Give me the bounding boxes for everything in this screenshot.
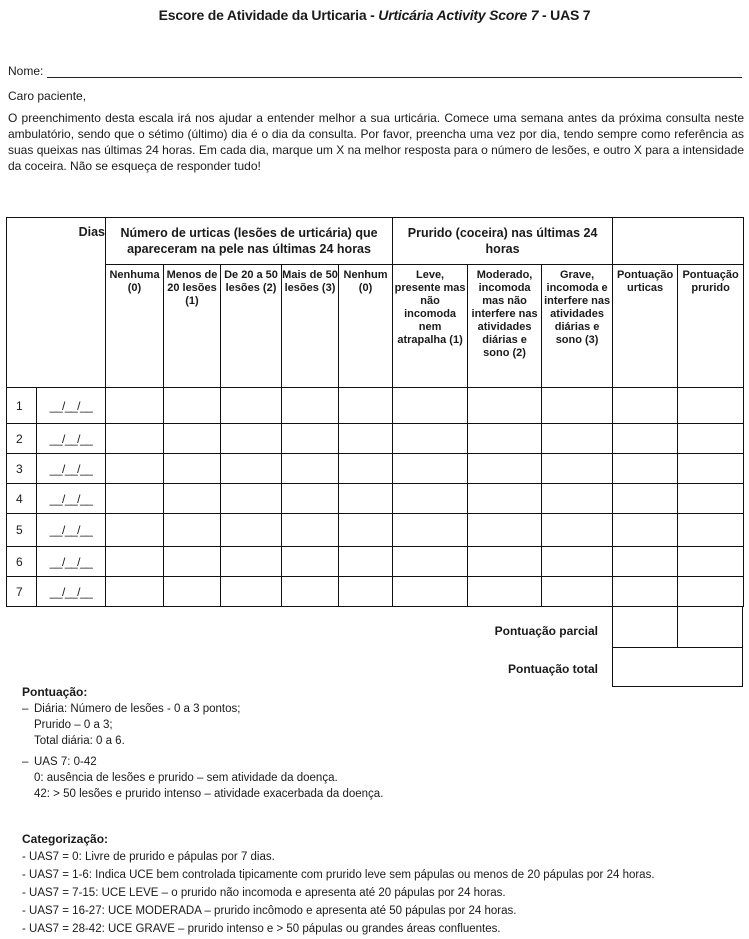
cell-lesions-less-20[interactable] [164, 547, 221, 577]
category-item: - UAS7 = 28-42: UCE GRAVE – prurido intenso e > 50 pápulas ou grandes áreas confluentes. [22, 923, 501, 935]
category-item: - UAS7 = 16-27: UCE MODERADA – prurido incômodo e apresenta até 50 pápulas por 24 horas. [22, 905, 517, 917]
cell-pruritus-none[interactable] [339, 388, 393, 424]
cell-pruritus-none[interactable] [339, 424, 393, 454]
cell-lesions-less-20[interactable] [164, 577, 221, 607]
cell-score-urticas[interactable] [613, 514, 678, 547]
score-summary-boxes [612, 607, 743, 687]
table-row-day-7 [7, 577, 744, 607]
cell-score-pruritus[interactable] [678, 424, 744, 454]
date-field[interactable]: __/__/__ [37, 454, 106, 484]
day-number: 5 [7, 514, 37, 547]
cell-score-pruritus[interactable] [678, 388, 744, 424]
uas7-table [6, 217, 744, 607]
cell-lesions-20-50[interactable] [221, 424, 282, 454]
table-row-day-2 [7, 424, 744, 454]
days-header: Dias [7, 218, 106, 388]
title-part3: - UAS 7 [538, 7, 591, 23]
cell-pruritus-none[interactable] [339, 577, 393, 607]
cell-score-pruritus[interactable] [678, 514, 744, 547]
partial-score-row [612, 607, 743, 648]
cell-lesions-20-50[interactable] [221, 547, 282, 577]
pruritus-group-header: Prurido (coceira) nas últimas 24 horas [393, 218, 613, 265]
cell-pruritus-moderate[interactable] [468, 424, 542, 454]
cell-pruritus-moderate[interactable] [468, 547, 542, 577]
cell-pruritus-none[interactable] [339, 454, 393, 484]
dash: – [22, 703, 29, 715]
date-field[interactable]: __/__/__ [37, 577, 106, 607]
cell-lesions-less-20[interactable] [164, 484, 221, 514]
category-item: - UAS7 = 7-15: UCE LEVE – o prurido não incomoda e apresenta até 20 pápulas por 24 horas. [22, 887, 506, 899]
day-number: 4 [7, 484, 37, 514]
day-number: 3 [7, 454, 37, 484]
col-header-lesions-more-50: Mais de 50 lesões (3) [282, 265, 339, 388]
cell-score-urticas[interactable] [613, 547, 678, 577]
lesions-group-header: Número de urticas (lesões de urticária) que apareceram na pele nas últimas 24 horas [106, 218, 393, 265]
categorization-section [22, 830, 655, 938]
name-input-line[interactable] [47, 68, 742, 78]
cell-pruritus-severe[interactable] [542, 547, 613, 577]
cell-pruritus-mild[interactable] [393, 424, 468, 454]
title-part1: Escore de Atividade da Urticaria - [158, 7, 379, 23]
category-item: - UAS7 = 0: Livre de prurido e pápulas por 7 dias. [22, 851, 275, 863]
cell-lesions-more-50[interactable] [282, 514, 339, 547]
score-group-header [613, 218, 744, 265]
cell-score-urticas[interactable] [613, 577, 678, 607]
name-label: Nome: [8, 64, 44, 78]
title-part2: Urticária Activity Score 7 [378, 7, 539, 23]
cell-pruritus-moderate[interactable] [468, 388, 542, 424]
date-field[interactable]: __/__/__ [37, 547, 106, 577]
scoring-item-uas7 [22, 754, 383, 802]
table-row-day-1 [7, 388, 744, 424]
col-header-pruritus-severe: Grave, incomoda e interfere nas atividades diárias e sono (3) [542, 265, 613, 388]
scoring-line: 42: > 50 lesões e prurido intenso – atividade exacerbada da doença. [34, 788, 384, 800]
cell-pruritus-severe[interactable] [542, 454, 613, 484]
scoring-line: UAS 7: 0-42 [34, 756, 97, 768]
cell-pruritus-severe[interactable] [542, 514, 613, 547]
cell-pruritus-severe[interactable] [542, 484, 613, 514]
cell-lesions-less-20[interactable] [164, 424, 221, 454]
cell-score-pruritus[interactable] [678, 454, 744, 484]
cell-lesions-none[interactable] [106, 424, 164, 454]
table-row-day-3 [7, 454, 744, 484]
cell-lesions-less-20[interactable] [164, 514, 221, 547]
table-row-day-5 [7, 514, 744, 547]
cell-score-pruritus[interactable] [678, 547, 744, 577]
cell-pruritus-mild[interactable] [393, 577, 468, 607]
col-header-lesions-20-50: De 20 a 50 lesões (2) [221, 265, 282, 388]
categorization-heading: Categorização: [22, 832, 109, 846]
cell-pruritus-mild[interactable] [393, 484, 468, 514]
cell-score-pruritus[interactable] [678, 577, 744, 607]
day-number: 7 [7, 577, 37, 607]
cell-lesions-20-50[interactable] [221, 484, 282, 514]
table-row-day-4 [7, 484, 744, 514]
cell-lesions-more-50[interactable] [282, 547, 339, 577]
col-header-pruritus-moderate: Moderado, incomoda mas não interfere nas atividades diárias e sono (2) [468, 265, 542, 388]
col-header-score-pruritus: Pontuação prurido [678, 265, 744, 388]
table-row-day-6 [7, 547, 744, 577]
cell-lesions-less-20[interactable] [164, 388, 221, 424]
scoring-heading: Pontuação: [22, 685, 88, 699]
scoring-line: 0: ausência de lesões e prurido – sem atividade da doença. [34, 772, 338, 784]
date-field[interactable]: __/__/__ [37, 388, 106, 424]
cell-lesions-20-50[interactable] [221, 577, 282, 607]
cell-score-urticas[interactable] [613, 454, 678, 484]
cell-score-pruritus[interactable] [678, 484, 744, 514]
cell-lesions-none[interactable] [106, 388, 164, 424]
scoring-line: Diária: Número de lesões - 0 a 3 pontos; [34, 703, 241, 715]
cell-score-urticas[interactable] [613, 388, 678, 424]
greeting: Caro paciente, [8, 89, 87, 103]
col-header-lesions-less-20: Menos de 20 lesões (1) [164, 265, 221, 388]
cell-pruritus-none[interactable] [339, 547, 393, 577]
name-row [8, 64, 742, 78]
cell-pruritus-severe[interactable] [542, 424, 613, 454]
cell-lesions-none[interactable] [106, 454, 164, 484]
cell-pruritus-severe[interactable] [542, 388, 613, 424]
cell-pruritus-moderate[interactable] [468, 577, 542, 607]
partial-score-urticas-field[interactable] [613, 607, 677, 647]
cell-pruritus-moderate[interactable] [468, 514, 542, 547]
scoring-section [22, 684, 383, 802]
scoring-line: Total diária: 0 a 6. [34, 735, 125, 747]
cell-lesions-none[interactable] [106, 484, 164, 514]
cell-pruritus-mild[interactable] [393, 514, 468, 547]
cell-pruritus-moderate[interactable] [468, 454, 542, 484]
total-score-field[interactable] [612, 648, 743, 687]
cell-lesions-less-20[interactable] [164, 454, 221, 484]
cell-lesions-more-50[interactable] [282, 424, 339, 454]
page-title [0, 7, 749, 23]
date-field[interactable]: __/__/__ [37, 484, 106, 514]
date-field[interactable]: __/__/__ [37, 514, 106, 547]
cell-lesions-20-50[interactable] [221, 388, 282, 424]
cell-pruritus-mild[interactable] [393, 388, 468, 424]
cell-lesions-none[interactable] [106, 514, 164, 547]
col-header-score-urticas: Pontuação urticas [613, 265, 678, 388]
date-field[interactable]: __/__/__ [37, 424, 106, 454]
day-number: 6 [7, 547, 37, 577]
cell-pruritus-moderate[interactable] [468, 484, 542, 514]
cell-lesions-more-50[interactable] [282, 577, 339, 607]
scoring-item-daily [22, 701, 383, 749]
day-number: 1 [7, 388, 37, 424]
cell-lesions-20-50[interactable] [221, 454, 282, 484]
cell-pruritus-none[interactable] [339, 514, 393, 547]
cell-score-urticas[interactable] [613, 484, 678, 514]
cell-lesions-more-50[interactable] [282, 484, 339, 514]
cell-lesions-more-50[interactable] [282, 454, 339, 484]
cell-lesions-more-50[interactable] [282, 388, 339, 424]
cell-score-urticas[interactable] [613, 424, 678, 454]
day-number: 2 [7, 424, 37, 454]
scoring-line: Prurido – 0 a 3; [34, 719, 113, 731]
partial-score-pruritus-field[interactable] [677, 607, 742, 647]
partial-score-label: Pontuação parcial [494, 624, 598, 638]
col-header-pruritus-none: Nenhum (0) [339, 265, 393, 388]
cell-lesions-none[interactable] [106, 577, 164, 607]
category-item: - UAS7 = 1-6: Indica UCE bem controlada tipicamente com prurido leve sem pápulas ou menos de 20 pápulas por 24 horas. [22, 869, 655, 881]
intro-paragraph: O preenchimento desta escala irá nos ajudar a entender melhor a sua urticária. Comece uma semana antes da próxima consulta neste ambulatório, sendo que o sétimo (último) dia é o dia da consulta. Por favor, preencha uma vez por dia, tendo sempre como referência as suas queixas nas últimas 24 horas. Em cada dia, marque um X na melhor resposta para o número de lesões, e outro X para a intensidade da coceira. Não se esqueça de responder tudo! [8, 111, 744, 173]
cell-pruritus-none[interactable] [339, 484, 393, 514]
cell-pruritus-mild[interactable] [393, 454, 468, 484]
cell-lesions-none[interactable] [106, 547, 164, 577]
dash: – [22, 756, 29, 768]
total-score-label: Pontuação total [507, 662, 598, 676]
cell-pruritus-mild[interactable] [393, 547, 468, 577]
col-header-pruritus-mild: Leve, presente mas não incomoda nem atrapalha (1) [393, 265, 468, 388]
col-header-lesions-none: Nenhuma (0) [106, 265, 164, 388]
cell-pruritus-severe[interactable] [542, 577, 613, 607]
cell-lesions-20-50[interactable] [221, 514, 282, 547]
